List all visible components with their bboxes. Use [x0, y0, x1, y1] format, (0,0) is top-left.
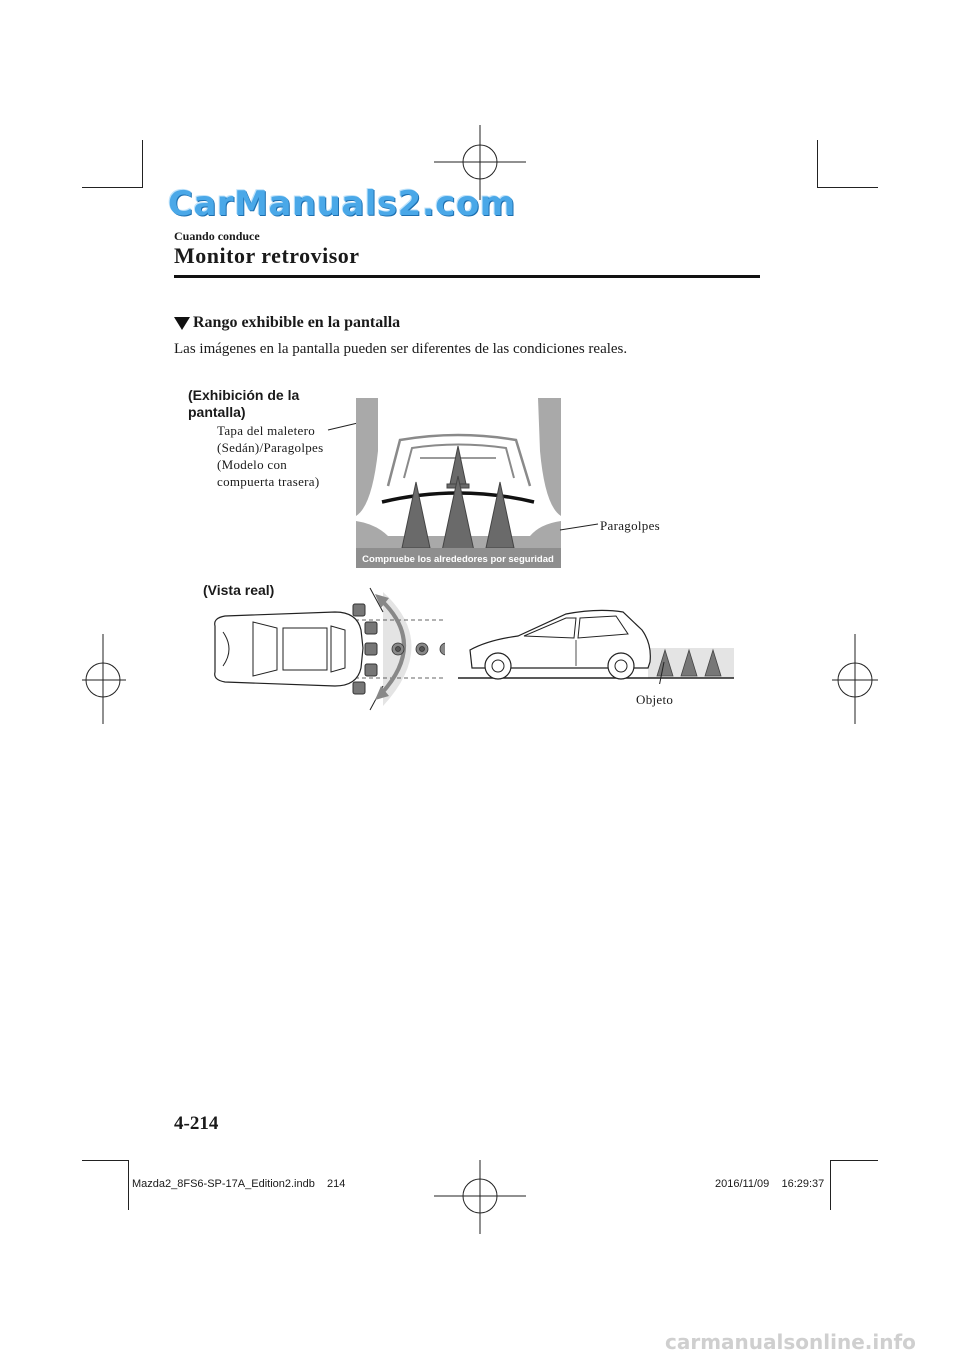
watermark-footer: carmanualsonline.info [665, 1330, 916, 1354]
screen-caption: Compruebe los alrededores por seguridad [362, 554, 554, 565]
side-view-car [458, 600, 738, 684]
page-title: Monitor retrovisor [174, 243, 360, 268]
watermark-logo: CarManuals2.com [168, 184, 516, 224]
page-number: 4-214 [174, 1113, 219, 1134]
bumper-callout: Paragolpes [600, 518, 661, 533]
section-label: Cuando conduce [174, 229, 260, 243]
subsection-title: Rango exhibible en la pantalla [193, 314, 401, 331]
subsection-heading [174, 314, 400, 332]
trunk-callout: Tapa del maletero (Sedán)/Paragolpes (Modelo con compuerta trasera) [217, 423, 324, 489]
object-callout: Objeto [636, 692, 674, 707]
rear-camera-screen [320, 396, 570, 570]
header-rule [174, 275, 760, 278]
top-view-car [205, 582, 445, 712]
body-text: Las imágenes en la pantalla pueden ser diferentes de las condiciones reales. [174, 341, 628, 357]
real-view-label: (Vista real) [203, 582, 275, 598]
display-label: (Exhibición de la pantalla) [188, 387, 300, 420]
print-timestamp: 2016/11/09 16:29:37 [715, 1178, 825, 1190]
bumper-leader [558, 518, 602, 532]
triangle-down-icon [174, 317, 190, 330]
print-file: Mazda2_8FS6-SP-17A_Edition2.indb 214 [132, 1178, 346, 1190]
